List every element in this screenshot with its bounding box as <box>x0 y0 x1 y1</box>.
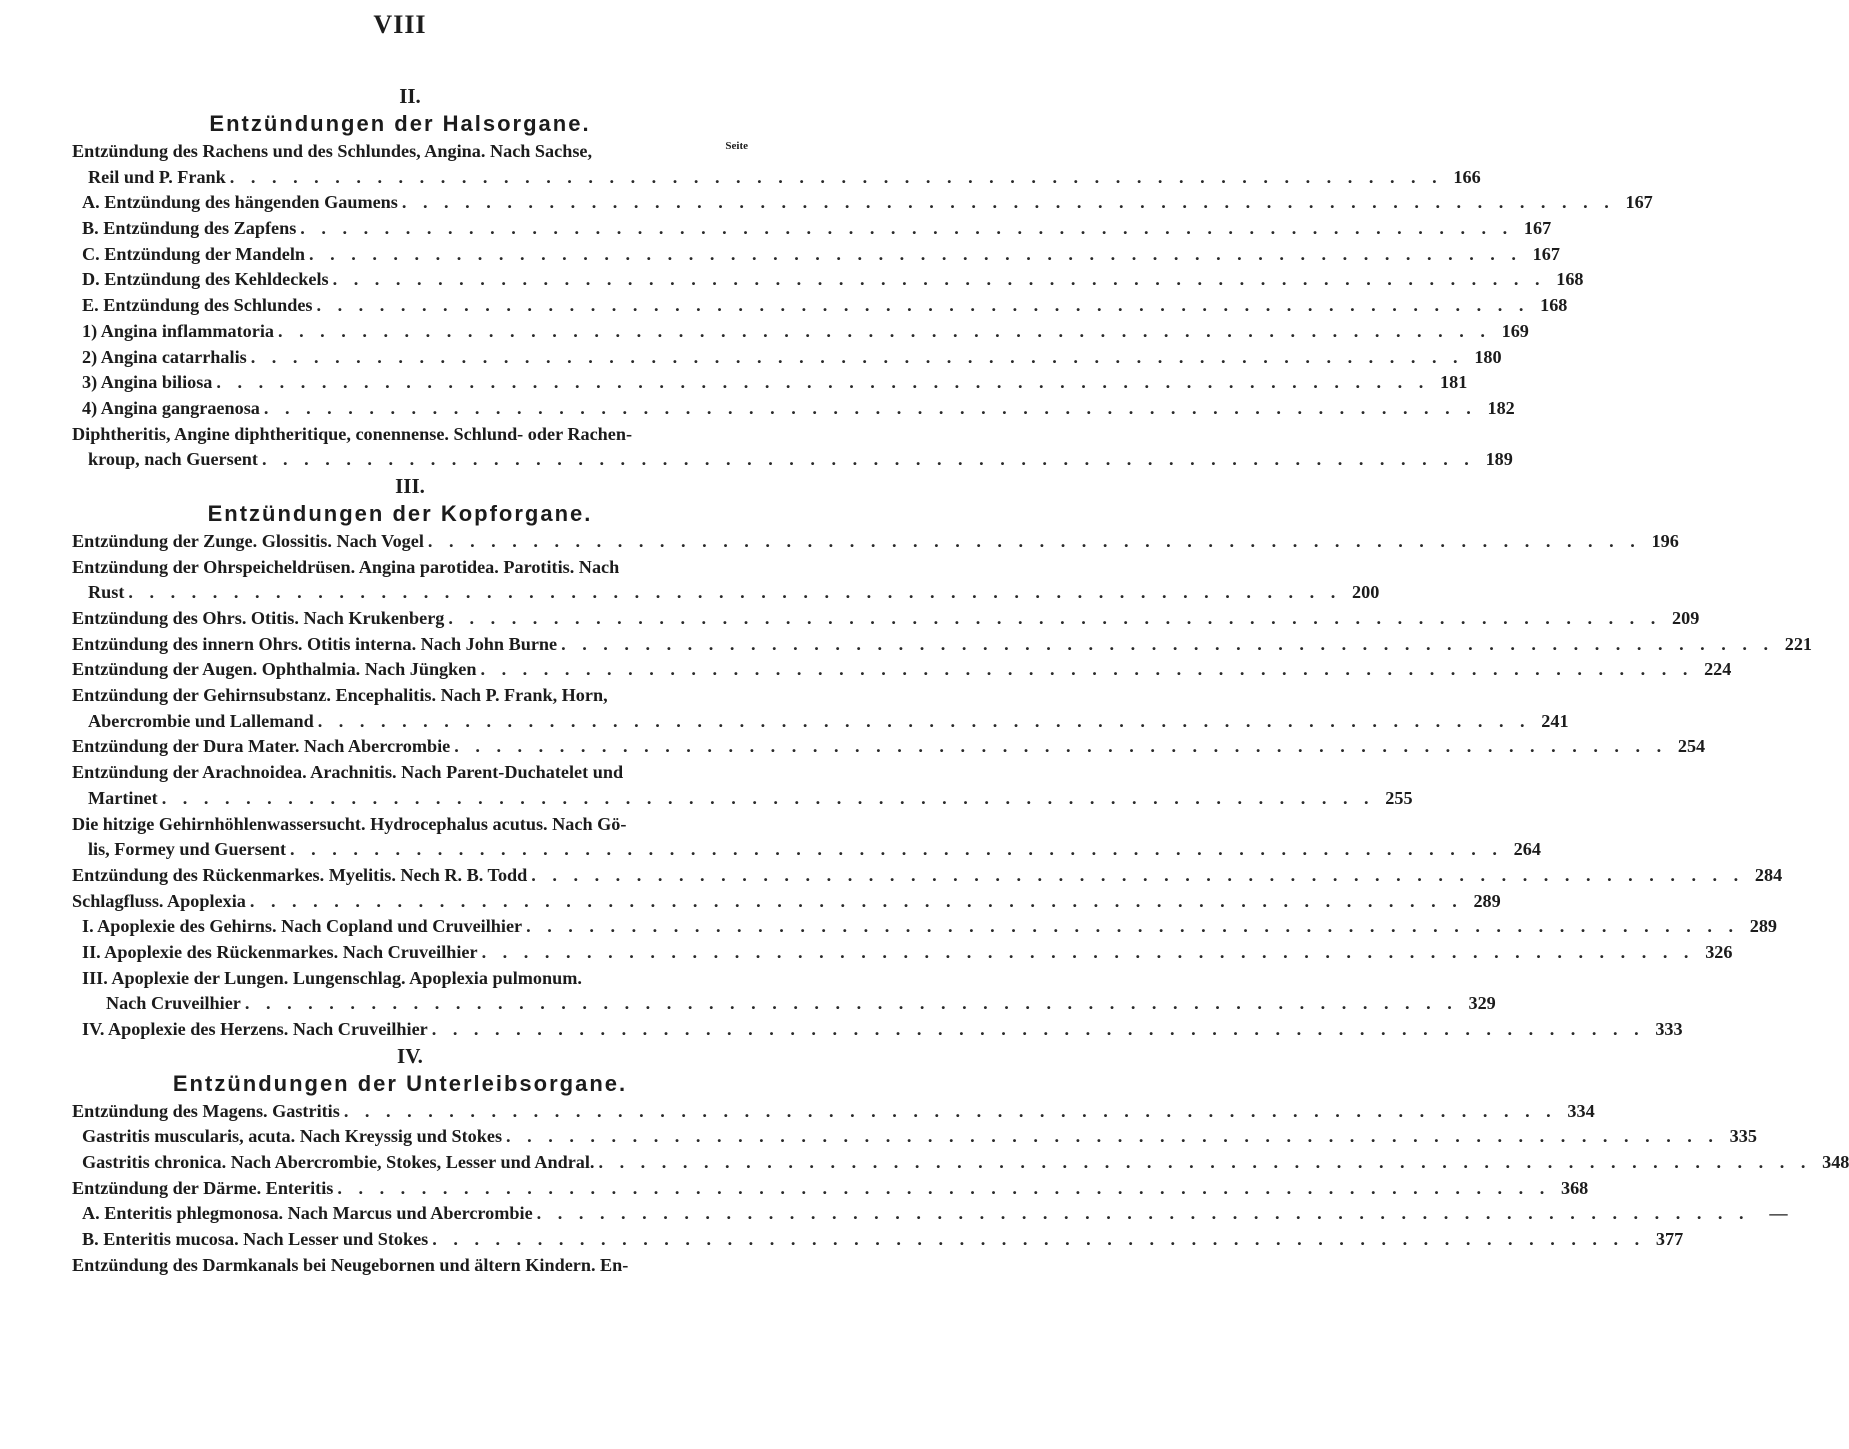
entry-text-line: Entzündung der Gehirnsubstanz. Encephalitis. Nach P. Frank, Horn, <box>72 685 608 706</box>
dot-leader: . . . . . . . . . . . . . . . . . . . . . . . . . . . . . . . . . . . . . . . . . . . . . . . . . . . . . . . . . . <box>448 608 1662 628</box>
page-reference: 167 <box>1523 218 1552 239</box>
page-reference: 166 <box>1453 166 1481 187</box>
toc-line <box>72 165 1481 191</box>
toc-line <box>82 396 1515 422</box>
toc-entry <box>58 966 1496 1017</box>
toc-line <box>82 370 1468 396</box>
page-reference: 169 <box>1501 320 1529 341</box>
toc-line <box>72 863 1783 889</box>
entry-text-line: Die hitzige Gehirnhöhlenwassersucht. Hydrocephalus acutus. Nach Gö- <box>72 813 627 834</box>
entry-title: I. Apoplexie des Gehirns. Nach Copland und Cruveilhier <box>82 916 523 937</box>
page-reference: 180 <box>1474 346 1502 367</box>
entry-title: Schlagfluss. Apoplexia <box>72 890 246 911</box>
toc-entry <box>58 683 1569 734</box>
dot-leader: . . . . . . . . . . . . . . . . . . . . . . . . . . . . . . . . . . . . . . . . . . . . . . . . . . . . . . . . . . <box>277 320 1491 341</box>
dot-leader: . . . . . . . . . . . . . . . . . . . . . . . . . . . . . . . . . . . . . . . . . . . . . . . . . . . . . . . . . . <box>431 1019 1645 1039</box>
toc-entry <box>58 267 1584 293</box>
toc-line <box>72 632 1812 658</box>
page-reference: 189 <box>1485 449 1513 470</box>
toc-entry <box>58 863 1783 889</box>
toc-line <box>72 709 1569 735</box>
toc-entry <box>58 1253 742 1279</box>
section-title: Entzündungen der Halsorgane. <box>209 111 591 136</box>
page-reference: 334 <box>1567 1100 1595 1121</box>
toc-entry <box>58 632 1812 658</box>
section-number: II. <box>399 84 421 108</box>
page-reference: 167 <box>1532 243 1560 264</box>
page-reference: 326 <box>1705 941 1733 962</box>
dot-leader: . . . . . . . . . . . . . . . . . . . . . . . . . . . . . . . . . . . . . . . . . . . . . . . . . . . . . . . . . . <box>526 916 1739 937</box>
entry-title: Entzündung der Augen. Ophthalmia. Nach Jüngken <box>72 659 477 680</box>
toc-entry <box>58 190 1653 216</box>
entry-title: Entzündung der Därme. Enteritis <box>72 1177 334 1198</box>
entry-title: A. Entzündung des hängenden Gaumens <box>82 192 398 213</box>
toc-line <box>82 1124 1757 1150</box>
entry-title: B. Enteritis mucosa. Nach Lesser und Stokes <box>82 1229 429 1250</box>
entry-title: Entzündung des Rückenmarkes. Myelitis. Nech R. B. Todd <box>72 864 528 885</box>
entry-title: kroup, nach Guersent <box>88 449 258 470</box>
toc-line <box>82 242 1560 268</box>
page-reference: 167 <box>1625 192 1653 213</box>
entry-title: lis, Formey und Guersent <box>88 839 287 860</box>
section-title: Entzündungen der Unterleibsorgane. <box>172 1070 628 1096</box>
entry-text-line: Entzündung der Arachnoidea. Arachnitis. Nach Parent-Duchatelet und <box>72 762 624 783</box>
toc-line <box>82 991 1496 1017</box>
dot-leader: . . . . . . . . . . . . . . . . . . . . . . . . . . . . . . . . . . . . . . . . . . . . . . . . . . . . . . . . . . <box>316 295 1530 316</box>
table-of-contents <box>58 83 1849 1279</box>
page-reference: 368 <box>1560 1177 1589 1198</box>
page-reference: 255 <box>1385 787 1413 808</box>
page-reference: 289 <box>1473 890 1501 911</box>
dot-leader: . . . . . . . . . . . . . . . . . . . . . . . . . . . . . . . . . . . . . . . . . . . . . . . . . . . . . . . . . . <box>300 218 1514 239</box>
entry-text-line: Entzündung der Ohrspeicheldrüsen. Angina parotidea. Parotitis. Nach <box>72 556 620 577</box>
dot-leader: . . . . . . . . . . . . . . . . . . . . . . . . . . . . . . . . . . . . . . . . . . . . . . . . . . . . . . . . . . <box>250 346 1464 367</box>
toc-line <box>72 889 1501 915</box>
toc-line <box>82 914 1777 940</box>
toc-line <box>82 1150 1849 1176</box>
toc-entry <box>58 555 1380 606</box>
entry-title: 4) Angina gangraenosa <box>82 397 260 418</box>
toc-entry <box>58 1099 1595 1125</box>
toc-entry <box>58 657 1732 683</box>
page-reference: 182 <box>1487 397 1515 418</box>
toc-entry <box>58 606 1700 632</box>
entry-title: Nach Cruveilhier <box>106 993 241 1014</box>
dot-leader: . . . . . . . . . . . . . . . . . . . . . . . . . . . . . . . . . . . . . . . . . . . . . . . . . . . . . . . . . . <box>432 1229 1646 1250</box>
page-reference: 254 <box>1677 736 1706 757</box>
entry-title: Reil und P. Frank <box>88 166 226 187</box>
dot-leader: . . . . . . . . . . . . . . . . . . . . . . . . . . . . . . . . . . . . . . . . . . . . . . . . . . . . . . . . . . <box>128 582 1342 603</box>
entry-title: C. Entzündung der Mandeln <box>82 243 306 264</box>
toc-line <box>72 606 1700 632</box>
entry-title: E. Entzündung des Schlundes <box>82 295 313 316</box>
entry-title: 2) Angina catarrhalis <box>82 346 247 367</box>
dot-leader: . . . . . . . . . . . . . . . . . . . . . . . . . . . . . . . . . . . . . . . . . . . . . . . . . . . . . . . . . . <box>337 1177 1551 1198</box>
toc-line <box>72 1176 1589 1202</box>
dot-leader: . . . . . . . . . . . . . . . . . . . . . . . . . . . . . . . . . . . . . . . . . . . . . . . . . . . . . . . . . . <box>261 449 1475 470</box>
toc-entry <box>58 396 1515 422</box>
page-reference: 221 <box>1784 633 1812 654</box>
entry-title: B. Entzündung des Zapfens <box>82 218 297 239</box>
entry-title: Entzündung des innern Ohrs. Otitis interna. Nach John Burne <box>72 633 558 654</box>
toc-line <box>82 1201 1788 1227</box>
toc-entry <box>58 889 1501 915</box>
page-reference: 181 <box>1440 372 1468 393</box>
entry-title: A. Enteritis phlegmonosa. Nach Marcus und Abercrombie <box>82 1203 533 1224</box>
toc-line <box>72 657 1732 683</box>
dot-leader: . . . . . . . . . . . . . . . . . . . . . . . . . . . . . . . . . . . . . . . . . . . . . . . . . . . . . . . . . . <box>561 633 1774 654</box>
page-reference: 284 <box>1754 864 1783 885</box>
dot-leader: . . . . . . . . . . . . . . . . . . . . . . . . . . . . . . . . . . . . . . . . . . . . . . . . . . . . . . . . . . <box>290 839 1503 860</box>
toc-entry <box>58 293 1568 319</box>
toc-line <box>72 837 1541 863</box>
dot-leader: . . . . . . . . . . . . . . . . . . . . . . . . . . . . . . . . . . . . . . . . . . . . . . . . . . . . . . . . . . <box>536 1203 1750 1224</box>
toc-line <box>72 734 1706 760</box>
dot-leader: . . . . . . . . . . . . . . . . . . . . . . . . . . . . . . . . . . . . . . . . . . . . . . . . . . . . . . . . . . <box>343 1100 1557 1121</box>
toc-line <box>82 1017 1683 1043</box>
dot-leader: . . . . . . . . . . . . . . . . . . . . . . . . . . . . . . . . . . . . . . . . . . . . . . . . . . . . . . . . . . <box>332 269 1546 290</box>
entry-title: Gastritis muscularis, acuta. Nach Kreyssig und Stokes <box>82 1126 503 1147</box>
toc-entry <box>58 139 1481 190</box>
toc-entry <box>58 422 1513 473</box>
section-number: III. <box>395 473 425 498</box>
dot-leader: . . . . . . . . . . . . . . . . . . . . . . . . . . . . . . . . . . . . . . . . . . . . . . . . . . . . . . . . . . <box>454 736 1668 757</box>
toc-entry <box>58 529 1679 555</box>
page-reference: 241 <box>1541 710 1569 731</box>
entry-text-line: Diphtheritis, Angine diphtheritique, conennense. Schlund- oder Rachen- <box>72 423 633 444</box>
page-reference: 289 <box>1749 916 1777 937</box>
toc-entry <box>58 914 1777 940</box>
toc-entry <box>58 1201 1788 1227</box>
entry-title: II. Apoplexie des Rückenmarkes. Nach Cruveilhier <box>82 941 478 962</box>
toc-line <box>72 786 1413 812</box>
entry-title: 1) Angina inflammatoria <box>82 320 274 341</box>
entry-title: Gastritis chronica. Nach Abercrombie, Stokes, Lesser und Andral. <box>82 1152 595 1173</box>
toc-entry <box>58 345 1502 371</box>
toc-line <box>72 1099 1595 1125</box>
toc-entry <box>58 1227 1684 1253</box>
dot-leader: . . . . . . . . . . . . . . . . . . . . . . . . . . . . . . . . . . . . . . . . . . . . . . . . . . . . . . . . . . <box>531 864 1745 885</box>
toc-entry <box>58 1150 1849 1176</box>
dot-leader: . . . . . . . . . . . . . . . . . . . . . . . . . . . . . . . . . . . . . . . . . . . . . . . . . . . . . . . . . . <box>598 1152 1812 1173</box>
dot-leader: . . . . . . . . . . . . . . . . . . . . . . . . . . . . . . . . . . . . . . . . . . . . . . . . . . . . . . . . . . <box>427 530 1641 551</box>
page-reference: 377 <box>1655 1229 1684 1250</box>
toc-entry <box>58 242 1560 268</box>
dot-leader: . . . . . . . . . . . . . . . . . . . . . . . . . . . . . . . . . . . . . . . . . . . . . . . . . . . . . . . . . . <box>263 397 1477 418</box>
entry-title: Entzündung der Zunge. Glossitis. Nach Vogel <box>72 530 424 551</box>
toc-entry <box>58 1176 1589 1202</box>
entry-title: Rust <box>88 582 125 603</box>
toc-entry <box>58 940 1733 966</box>
entry-text-line: Entzündung des Darmkanals bei Neugebornen und ältern Kindern. En- <box>72 1254 629 1275</box>
toc-line <box>82 216 1552 242</box>
dot-leader: . . . . . . . . . . . . . . . . . . . . . . . . . . . . . . . . . . . . . . . . . . . . . . . . . . . . . . . . . . <box>161 787 1375 808</box>
toc-entry <box>58 370 1468 396</box>
seite-label: Seite <box>725 140 748 152</box>
section-title: Entzündungen der Kopforgane. <box>207 500 593 526</box>
page-reference: 333 <box>1655 1019 1683 1039</box>
page-reference: 264 <box>1513 839 1541 860</box>
toc-line <box>72 580 1380 606</box>
toc-entry <box>58 734 1706 760</box>
entry-title: D. Entzündung des Kehldeckels <box>82 269 329 290</box>
toc-line <box>72 529 1679 555</box>
toc-line <box>82 267 1584 293</box>
page-reference: 348 <box>1822 1152 1849 1173</box>
toc-entry <box>58 812 1541 863</box>
dot-leader: . . . . . . . . . . . . . . . . . . . . . . . . . . . . . . . . . . . . . . . . . . . . . . . . . . . . . . . . . . <box>249 890 1463 911</box>
entry-title: 3) Angina biliosa <box>82 372 213 393</box>
toc-line <box>72 447 1513 473</box>
dot-leader: . . . . . . . . . . . . . . . . . . . . . . . . . . . . . . . . . . . . . . . . . . . . . . . . . . . . . . . . . . <box>216 372 1430 393</box>
dot-leader: . . . . . . . . . . . . . . . . . . . . . . . . . . . . . . . . . . . . . . . . . . . . . . . . . . . . . . . . . . <box>244 993 1458 1014</box>
section-number: IV. <box>397 1043 423 1068</box>
dot-leader: . . . . . . . . . . . . . . . . . . . . . . . . . . . . . . . . . . . . . . . . . . . . . . . . . . . . . . . . . . <box>401 192 1615 213</box>
entry-title: Abercrombie und Lallemand <box>88 710 314 731</box>
page-reference: 200 <box>1352 582 1380 603</box>
entry-title: Entzündung der Dura Mater. Nach Abercrombie <box>72 736 451 757</box>
toc-line <box>82 940 1733 966</box>
entry-title: Entzündung des Magens. Gastritis <box>72 1100 340 1121</box>
dot-leader: . . . . . . . . . . . . . . . . . . . . . . . . . . . . . . . . . . . . . . . . . . . . . . . . . . . . . . . . . . <box>309 243 1522 264</box>
page-number: VIII <box>373 10 427 39</box>
entry-title: IV. Apoplexie des Herzens. Nach Cruveilhier <box>82 1019 428 1039</box>
page-reference: 329 <box>1468 993 1496 1014</box>
dot-leader: . . . . . . . . . . . . . . . . . . . . . . . . . . . . . . . . . . . . . . . . . . . . . . . . . . . . . . . . . . <box>481 941 1695 962</box>
dot-leader: . . . . . . . . . . . . . . . . . . . . . . . . . . . . . . . . . . . . . . . . . . . . . . . . . . . . . . . . . . <box>480 659 1694 680</box>
toc-entry <box>58 319 1529 345</box>
dot-leader: . . . . . . . . . . . . . . . . . . . . . . . . . . . . . . . . . . . . . . . . . . . . . . . . . . . . . . . . . . <box>229 166 1443 187</box>
entry-text-line: Entzündung des Rachens und des Schlundes, Angina. Nach Sachse, <box>72 141 593 161</box>
page-reference: 168 <box>1556 269 1584 290</box>
entry-title: Martinet <box>88 787 158 808</box>
page-reference: 209 <box>1672 608 1700 628</box>
entry-title: Entzündung des Ohrs. Otitis. Nach Krukenberg <box>72 608 445 628</box>
toc-line <box>82 345 1502 371</box>
toc-line <box>82 293 1568 319</box>
page-reference: 196 <box>1651 530 1679 551</box>
toc-entry <box>58 216 1552 242</box>
toc-entry <box>58 760 1413 811</box>
toc-line <box>82 190 1653 216</box>
toc-line <box>82 319 1529 345</box>
page-reference: 168 <box>1540 295 1568 316</box>
toc-line <box>82 1227 1684 1253</box>
entry-text-line: III. Apoplexie der Lungen. Lungenschlag. Apoplexia pulmonum. <box>82 967 582 988</box>
toc-entry <box>58 1017 1683 1043</box>
toc-entry <box>58 1124 1757 1150</box>
page-reference: — <box>1769 1203 1788 1224</box>
dot-leader: . . . . . . . . . . . . . . . . . . . . . . . . . . . . . . . . . . . . . . . . . . . . . . . . . . . . . . . . . . <box>317 710 1531 731</box>
page-reference: 224 <box>1704 659 1732 680</box>
dot-leader: . . . . . . . . . . . . . . . . . . . . . . . . . . . . . . . . . . . . . . . . . . . . . . . . . . . . . . . . . . <box>506 1126 1719 1147</box>
page-reference: 335 <box>1729 1126 1757 1147</box>
